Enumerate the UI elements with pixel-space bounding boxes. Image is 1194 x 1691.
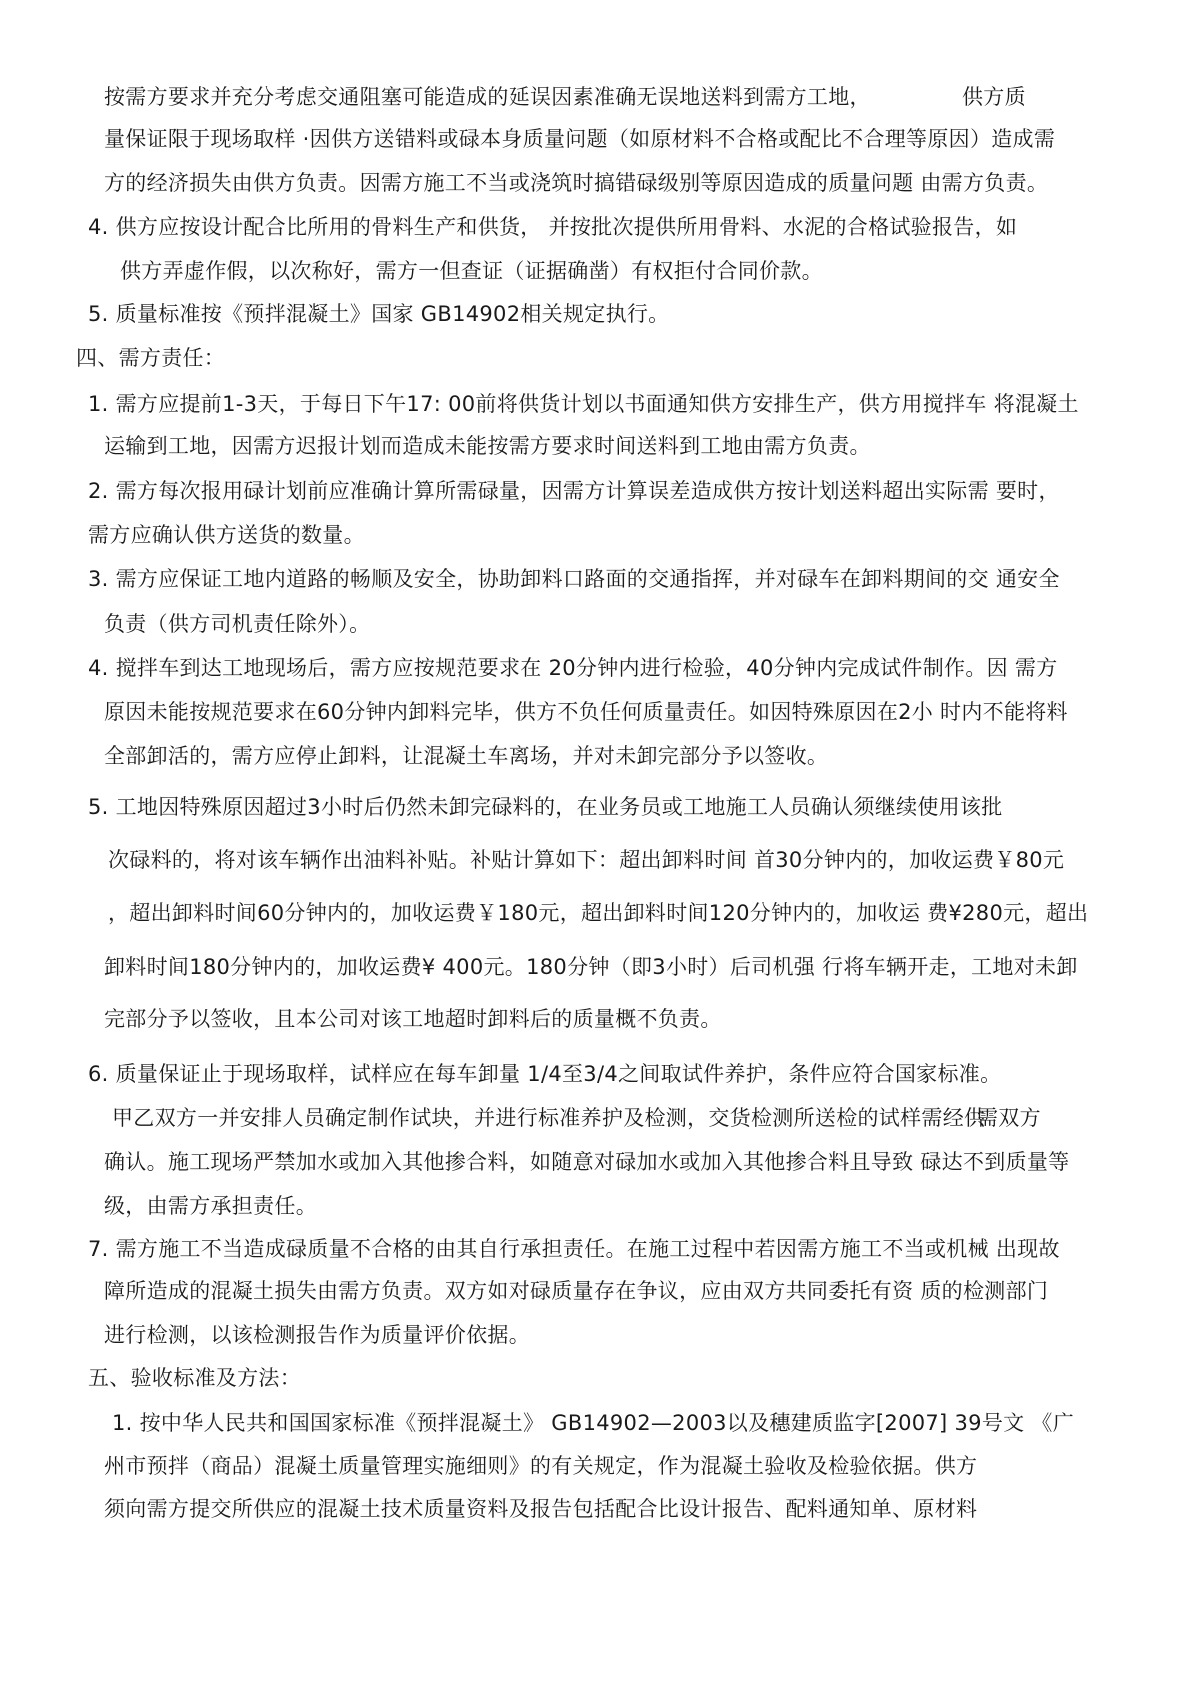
text-line: 供方质 <box>962 85 1026 109</box>
text-line: 方的经济损失由供方负责。因需方施工不当或浇筑时搞错碌级别等原因造成的质量问题 由需方负责。 <box>104 171 1049 195</box>
text-line: 需双方 <box>977 1106 1041 1130</box>
text-line: 级，由需方承担责任。 <box>104 1194 317 1218</box>
text-line: 障所造成的混凝土损失由需方负责。双方如对碌质量存在争议，应由双方共同委托有资 质的检测部门 <box>104 1279 1049 1303</box>
text-line: 进行检测，以该检测报告作为质量评价依据。 <box>104 1323 530 1347</box>
text-line: 需方应确认供方送货的数量。 <box>88 523 365 547</box>
text-line: 确认。施工现场严禁加水或加入其他掺合料，如随意对碌加水或加入其他掺合料且导致 碌达不到质量等 <box>104 1150 1070 1174</box>
text-line: 州市预拌（商品）混凝土质量管理实施细则》的有关规定，作为混凝土验收及检验依据。供方 <box>104 1454 978 1478</box>
text-line: 7. 需方施工不当造成碌质量不合格的由其自行承担责任。在施工过程中若因需方施工不当或机械 出现故 <box>88 1237 1060 1261</box>
text-line: 5. 质量标准按《预拌混凝土》国家 GB14902相关规定执行。 <box>88 302 670 326</box>
text-line: 6. 质量保证止于现场取样，试样应在每车卸量 1/4至3/4之间取试件养护，条件应符合国家标准。 <box>88 1062 1002 1086</box>
text-line: 供方弄虚作假，以次称好，需方一但查证（证据确凿）有权拒付合同价款。 <box>120 259 823 283</box>
text-line: 全部卸活的，需方应停止卸料，让混凝土车离场，并对未卸完部分予以签收。 <box>104 744 829 768</box>
text-line: 4. 搅拌车到达工地现场后，需方应按规范要求在 20分钟内进行检验，40分钟内完成试件制作。因 需方 <box>88 656 1058 680</box>
text-line: 量保证限于现场取样 ·因供方送错料或碌本身质量问题（如原材料不合格或配比不合理等原因）造成需 <box>104 127 1056 151</box>
text-line: 按需方要求并充分考虑交通阻塞可能造成的延误因素准确无误地送料到需方工地， <box>104 85 871 109</box>
text-line: 卸料时间180分钟内的，加收运费¥ 400元。180分钟（即3小时）后司机强 行将车辆开走，工地对未卸 <box>104 955 1078 979</box>
text-line: 2. 需方每次报用碌计划前应准确计算所需碌量，因需方计算误差造成供方按计划送料超出实际需 要时， <box>88 479 1060 503</box>
text-line: 1. 按中华人民共和国国家标准《预拌混凝土》 GB14902—2003以及穗建质监字[2007] 39号文 《广 <box>112 1411 1075 1435</box>
text-line: 1. 需方应提前1-3天，于每日下午17: 00前将供货计划以书面通知供方安排生产，供方用搅拌车 将混凝土 <box>88 392 1079 416</box>
text-line: ，超出卸料时间60分钟内的，加收运费￥180元，超出卸料时间120分钟内的，加收运 费¥280元，超出 <box>108 901 1089 925</box>
text-line: 甲乙双方一并安排人员确定制作试块，并进行标准养护及检测，交货检测所送检的试样需经供 <box>112 1106 986 1130</box>
text-line: 5. 工地因特殊原因超过3小时后仍然未卸完碌料的，在业务员或工地施工人员确认须继续使用该批 <box>88 795 1003 819</box>
text-line: 原因未能按规范要求在60分钟内卸料完毕，供方不负任何质量责任。如因特殊原因在2小 时内不能将料 <box>104 700 1068 724</box>
section-heading: 四、需方责任： <box>76 346 226 370</box>
text-line: 完部分予以签收，且本公司对该工地超时卸料后的质量概不负责。 <box>104 1007 722 1031</box>
text-line: 运输到工地，因需方迟报计划而造成未能按需方要求时间送料到工地由需方负责。 <box>104 434 871 458</box>
text-line: 须向需方提交所供应的混凝土技术质量资料及报告包括配合比设计报告、配料通知单、原材料 <box>104 1497 978 1521</box>
text-line: 3. 需方应保证工地内道路的畅顺及安全，协助卸料口路面的交通指挥，并对碌车在卸料期间的交 通安全 <box>88 567 1060 591</box>
text-line: 负责（供方司机责任除外）。 <box>104 612 371 636</box>
text-line: 次碌料的，将对该车辆作出油料补贴。补贴计算如下：超出卸料时间 首30分钟内的，加收运费￥80元 <box>108 848 1065 872</box>
section-heading: 五、验收标准及方法： <box>88 1366 301 1390</box>
text-line: 4. 供方应按设计配合比所用的骨料生产和供货， 并按批次提供所用骨料、水泥的合格试验报告，如 <box>88 215 1018 239</box>
